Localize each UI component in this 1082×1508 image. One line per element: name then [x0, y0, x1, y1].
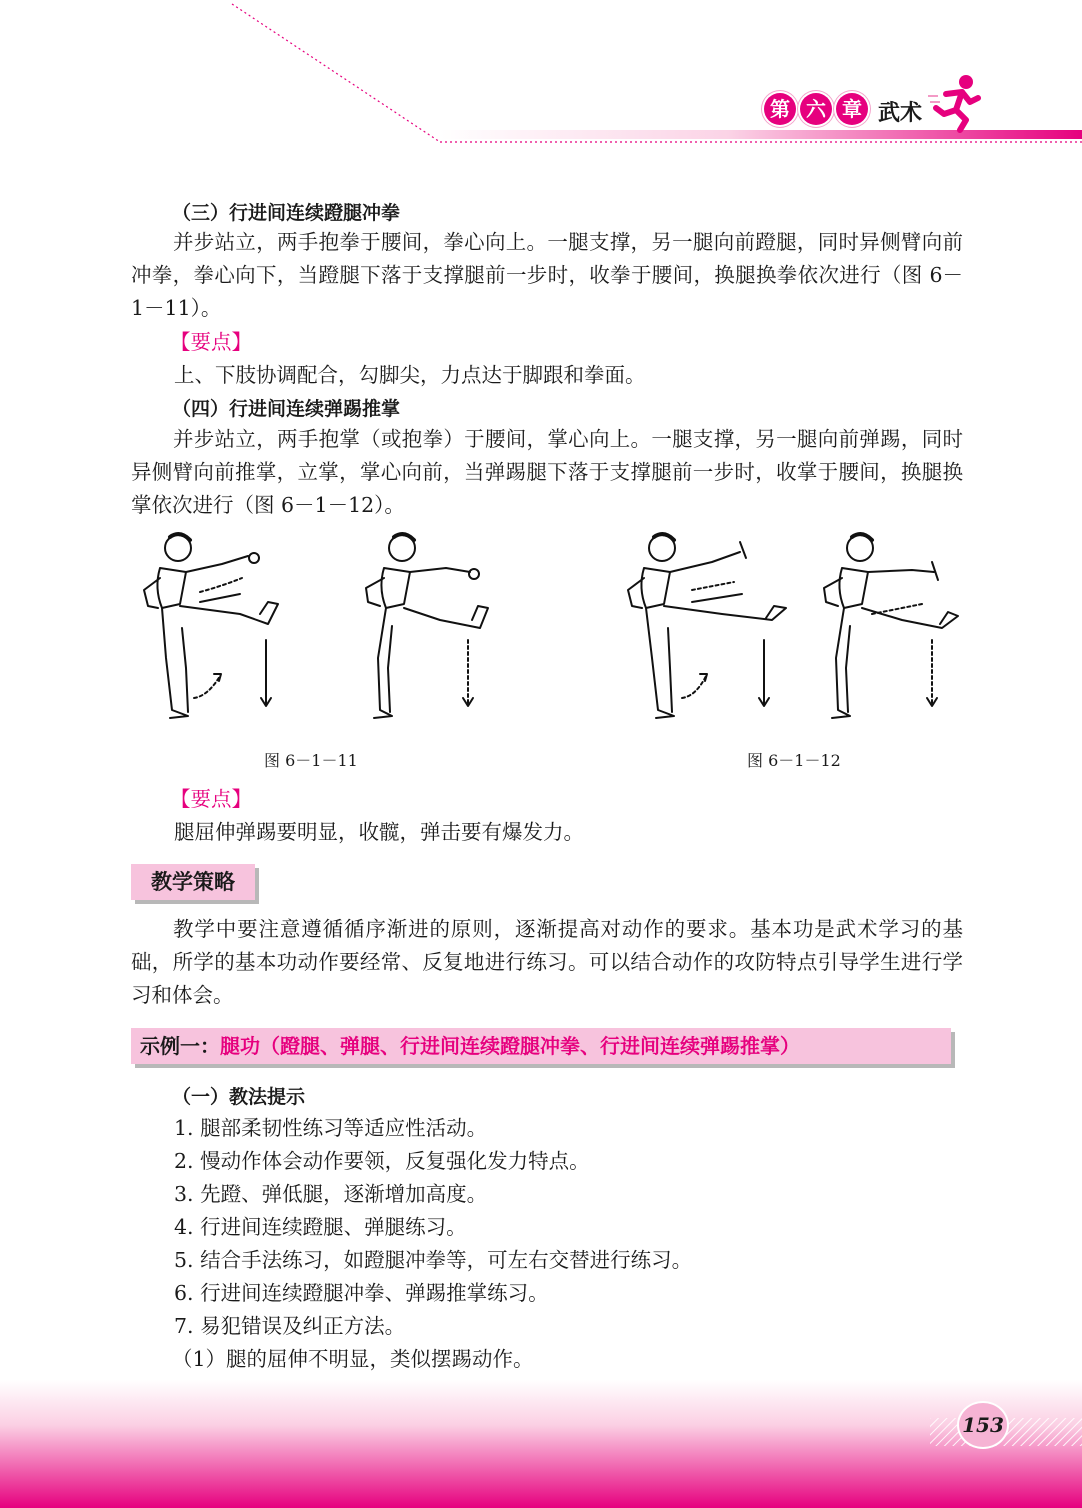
section3-body: 并步站立，两手抱拳于腰间，拳心向上。一腿支撑，另一腿向前蹬腿，同时异侧臂向前冲拳，拳心向下，当蹬腿下落于支撑腿前一步时，收拳于腰间，换腿换拳依次进行（图 6－1－11）。 — [131, 230, 963, 320]
example-sub-heading: （一）教法提示 — [172, 1086, 306, 1108]
figure-caption-right: 图 6－1－12 — [747, 751, 841, 770]
chapter-char-1: 第 — [764, 93, 796, 125]
chapter-char-3: 章 — [836, 93, 868, 125]
footer-decoration — [0, 1380, 1082, 1508]
strategy-title-box — [131, 864, 255, 900]
header-decoration — [0, 0, 1082, 160]
example-lead: 示例一： — [140, 1034, 220, 1058]
list-item: 5. 结合手法练习，如蹬腿冲拳等，可左右交替进行练习。 — [174, 1248, 693, 1272]
figure-snap-kick-push — [622, 528, 967, 728]
list-item: 4. 行进间连续蹬腿、弹腿练习。 — [174, 1215, 467, 1239]
strategy-body: 教学中要注意遵循循序渐进的原则，逐渐提高对动作的要求。基本功是武术学习的基础，所学的基本功动作要经常、反复地进行练习。可以结合动作的攻防特点引导学生进行学习和体会。 — [131, 917, 963, 1007]
page-number-badge — [959, 1403, 1007, 1447]
section4-body: 并步站立，两手抱掌（或抱拳）于腰间，掌心向上。一腿支撑，另一腿向前弹踢，同时异侧臂向前推掌，立掌，掌心向前，当弹踢腿下落于支撑腿前一步时，收掌于腰间，换腿换掌依次进行（图 6－1－12）。 — [131, 427, 963, 517]
section3-key-text: 上、下肢协调配合，勾脚尖，力点达于脚跟和拳面。 — [174, 363, 646, 387]
figure-front-kick-punch — [130, 528, 500, 728]
example-title-box — [131, 1028, 951, 1064]
list-item: 7. 易犯错误及纠正方法。 — [174, 1314, 406, 1338]
chapter-title — [764, 93, 922, 127]
section4-key-text: 腿屈伸弹踢要明显，收髋，弹击要有爆发力。 — [174, 820, 584, 844]
chapter-char-2: 六 — [800, 93, 832, 125]
running-figure-icon — [926, 72, 986, 134]
example-title: 腿功（蹬腿、弹腿、行进间连续蹬腿冲拳、行进间连续弹踢推掌） — [220, 1034, 800, 1058]
list-item: 1. 腿部柔韧性练习等适应性活动。 — [174, 1116, 488, 1140]
figure-caption-left: 图 6－1－11 — [264, 751, 358, 770]
section4-key-label: 【要点】 — [170, 787, 252, 811]
list-item: 2. 慢动作体会动作要领，反复强化发力特点。 — [174, 1149, 590, 1173]
strategy-title: 教学策略 — [151, 870, 235, 894]
page-number: 153 — [962, 1413, 1004, 1437]
section3-heading: （三）行进间连续蹬腿冲拳 — [172, 202, 401, 224]
chapter-subject: 武术 — [878, 101, 923, 126]
list-item: 3. 先蹬、弹低腿，逐渐增加高度。 — [174, 1182, 488, 1206]
list-item: （1）腿的屈伸不明显，类似摆踢动作。 — [172, 1347, 534, 1371]
section4-heading: （四）行进间连续弹踢推掌 — [172, 398, 401, 420]
section3-key-label: 【要点】 — [170, 330, 252, 354]
list-item: 6. 行进间连续蹬腿冲拳、弹踢推掌练习。 — [174, 1281, 549, 1305]
